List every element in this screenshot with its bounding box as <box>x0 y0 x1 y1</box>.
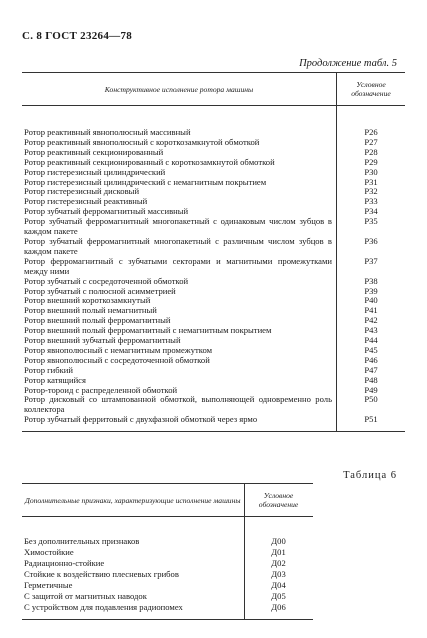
table-row <box>22 277 405 287</box>
row-code: Д01 <box>271 547 286 557</box>
row-description: Ротор внешний полый ферромагнитный <box>22 316 337 326</box>
row-code: Р51 <box>337 415 406 431</box>
row-code: Р45 <box>364 344 378 355</box>
table-row <box>22 602 313 620</box>
table-row <box>22 558 313 569</box>
table5-body <box>22 106 405 432</box>
row-description: Ротор внешний полый немагнитный <box>22 306 337 316</box>
row-code: Д04 <box>271 580 286 590</box>
table-row <box>22 395 405 415</box>
table-row <box>22 569 313 580</box>
row-description: Ротор ферромагнитный с зубчатыми секторами и магнитными промежутками между ними <box>22 257 337 277</box>
row-code: Р44 <box>364 335 378 346</box>
row-description: Ротор гистерезисный реактивный <box>22 197 337 207</box>
row-description: С устройством для подавления радиопомех <box>22 602 244 620</box>
row-description: Ротор внешний зубчатый ферромагнитный <box>22 336 337 346</box>
row-code: Д02 <box>271 558 286 568</box>
row-code: Р27 <box>364 136 378 147</box>
row-code: Р38 <box>364 275 378 286</box>
row-description: Ротор реактивный секционированный с короткозамкнутой обмоткой <box>22 158 337 168</box>
row-code: Р30 <box>364 166 378 177</box>
row-description: Ротор зубчатый ферромагнитный массивный <box>22 207 337 217</box>
table-row <box>22 237 405 257</box>
row-code: Р35 <box>364 216 378 227</box>
row-description: Ротор реактивный секционированный <box>22 148 337 158</box>
row-code: Р32 <box>364 186 378 197</box>
row-description: Ротор внешний полый ферромагнитный с немагнитным покрытием <box>22 326 337 336</box>
table6-head-desc: Дополнительные признаки, характеризующие исполнение машины <box>22 484 244 517</box>
row-code: Р43 <box>364 325 378 336</box>
row-description: Ротор реактивный явнополюсный массивный <box>22 128 337 138</box>
row-description: Ротор катящийся <box>22 376 337 386</box>
row-description: Ротор зубчатый ферритовый с двухфазной обмоткой через ярмо <box>22 415 337 431</box>
row-code: Р40 <box>364 295 378 306</box>
row-code: Р28 <box>364 146 378 157</box>
row-description: Ротор дисковый со штампованной обмоткой, выполняющей одновременно роль коллектора <box>22 395 337 415</box>
page-header: С. 8 ГОСТ 23264—78 <box>22 30 133 42</box>
row-code: Р29 <box>364 156 378 167</box>
row-code: Р47 <box>364 364 378 375</box>
table-row <box>22 591 313 602</box>
row-code: Р46 <box>364 354 378 365</box>
row-description: Без дополнительных признаков <box>22 536 244 547</box>
table-row <box>22 356 405 366</box>
row-description: Ротор гистерезисный цилиндрический с немагнитным покрытием <box>22 178 337 188</box>
row-description: Ротор гистерезисный дисковый <box>22 187 337 197</box>
row-code: Д06 <box>244 602 313 620</box>
table-6 <box>22 483 313 620</box>
row-code: Р48 <box>364 374 378 385</box>
row-code: Р49 <box>364 384 378 395</box>
table5-spacer <box>22 106 405 129</box>
table5-head-code: Условное обозначение <box>337 73 406 106</box>
row-description: Герметичные <box>22 580 244 591</box>
row-code: Р39 <box>364 285 378 296</box>
table-5 <box>22 72 405 432</box>
row-code: Р42 <box>364 315 378 326</box>
table6-head-code: Условное обозначение <box>244 484 313 517</box>
row-code: Д05 <box>271 591 286 601</box>
row-code: Д03 <box>271 569 286 579</box>
row-code: Р50 <box>364 394 378 405</box>
row-description: С защитой от магнитных наводок <box>22 591 244 602</box>
row-description: Ротор явнополюсный с немагнитным промежутком <box>22 346 337 356</box>
continuation-label: Продолжение табл. 5 <box>299 58 397 69</box>
row-code: Р37 <box>364 255 378 266</box>
row-description: Ротор зубчатый с сосредоточенной обмоткой <box>22 277 337 287</box>
row-code: Р41 <box>364 305 378 316</box>
row-description: Ротор внешний короткозамкнутый <box>22 296 337 306</box>
table5-head-desc: Конструктивное исполнение ротора машины <box>22 73 337 106</box>
row-description: Ротор зубчатый ферромагнитный многопакетный с одинаковым числом зубцов в каждом пакете <box>22 217 337 237</box>
row-code: Р33 <box>364 196 378 207</box>
table-row <box>22 415 405 431</box>
table-row <box>22 536 313 547</box>
row-description: Ротор зубчатый с полюсной асимметрией <box>22 287 337 297</box>
table-row <box>22 257 405 277</box>
table6-spacer <box>22 517 313 537</box>
row-code: Д00 <box>271 536 286 546</box>
row-description: Стойкие к воздействию плесневых грибов <box>22 569 244 580</box>
table-row <box>22 217 405 237</box>
row-code: Р31 <box>364 176 378 187</box>
row-description: Ротор реактивный явнополюсный с короткозамкнутой обмоткой <box>22 138 337 148</box>
row-description: Радиационно-стойкие <box>22 558 244 569</box>
table-row <box>22 547 313 558</box>
row-description: Ротор-тороид с распределенной обмоткой <box>22 386 337 396</box>
table6-title: Таблица 6 <box>343 470 397 481</box>
row-code: Р36 <box>364 235 378 246</box>
row-code: Р34 <box>364 206 378 217</box>
row-code: Р26 <box>364 127 378 137</box>
table6-body <box>22 517 313 620</box>
row-description: Химостойкие <box>22 547 244 558</box>
row-description: Ротор гибкий <box>22 366 337 376</box>
row-description: Ротор зубчатый ферромагнитный многопакетный с различным числом зубцов в каждом пакете <box>22 237 337 257</box>
row-description: Ротор гистерезисный цилиндрический <box>22 168 337 178</box>
row-description: Ротор явнополюсный с сосредоточенной обмоткой <box>22 356 337 366</box>
table-row <box>22 580 313 591</box>
